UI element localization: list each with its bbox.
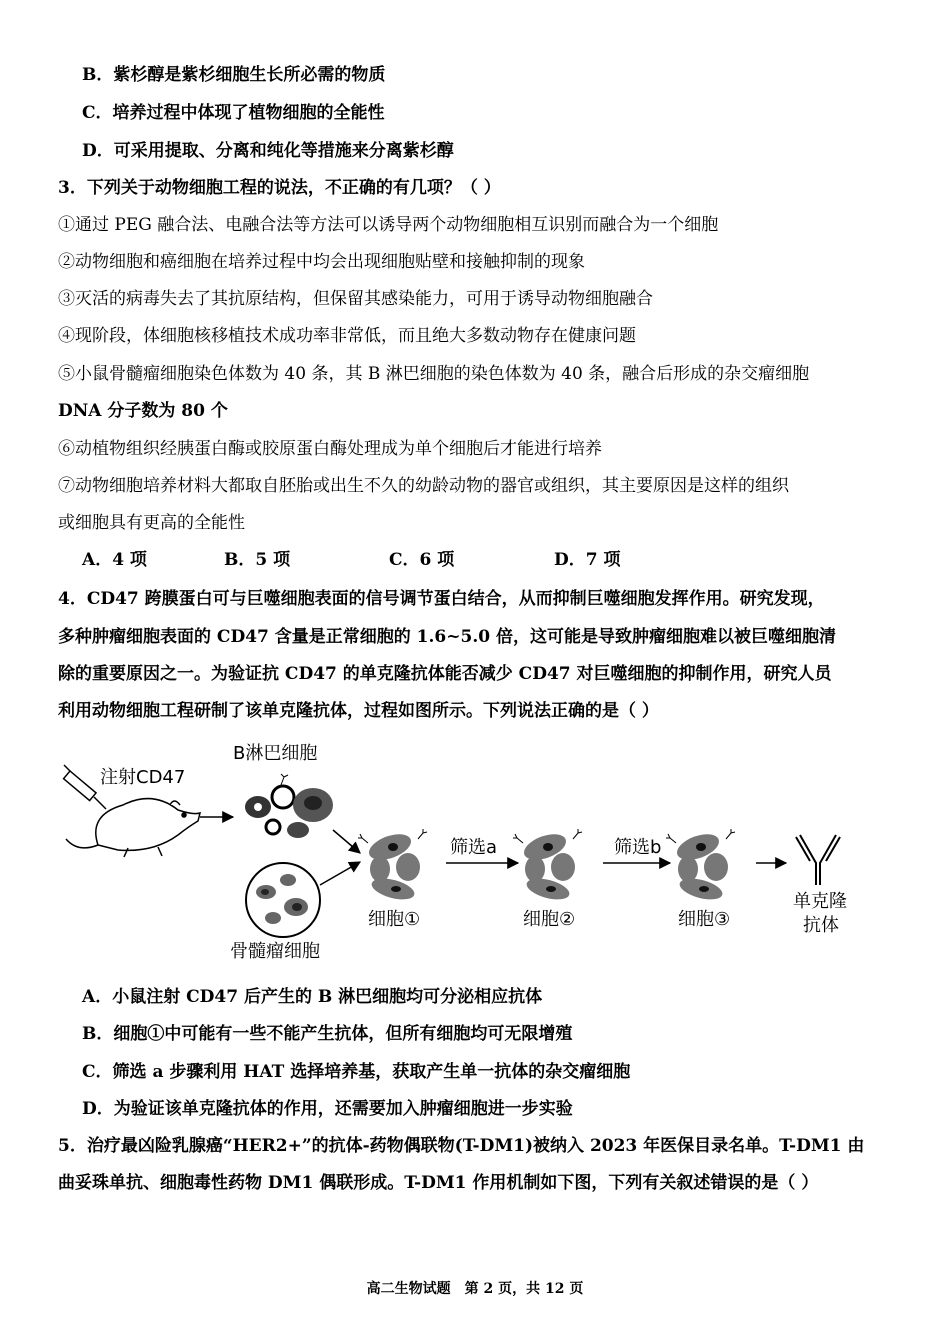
cell-3-label: 细胞③ (678, 909, 731, 930)
mouse-icon (66, 799, 200, 857)
q3-item-5-cont: DNA 分子数为 80 个 (58, 401, 228, 421)
q3-item-2: ②动物细胞和癌细胞在培养过程中均会出现细胞贴壁和接触抑制的现象 (58, 252, 585, 272)
q2-option-d: D．可采用提取、分离和纯化等措施来分离紫杉醇 (82, 141, 454, 161)
q3-item-7: ⑦动物细胞培养材料大都取自胚胎或出生不久的幼龄动物的器官或组织，其主要原因是这样的组织 (58, 476, 789, 496)
hybrid-cells-1-icon (358, 829, 427, 903)
q4-option-b (82, 1021, 910, 1047)
q4-option-c-text: C．筛选 a 步骤利用 HAT 选择培养基，获取产生单一抗体的杂交瘤细胞 (82, 1062, 631, 1082)
hybrid-cells-2-icon (513, 829, 582, 903)
antibody-label-line-1: 单克隆 (793, 891, 847, 912)
antibody-label-line-2: 抗体 (803, 915, 839, 936)
q3-item-6: ⑥动植物组织经胰蛋白酶或胶原蛋白酶处理成为单个细胞后才能进行培养 (58, 439, 602, 459)
q3-stem: 3．下列关于动物细胞工程的说法，不正确的有几项？（ ） (58, 178, 501, 198)
b-cell-label: B淋巴细胞 (233, 743, 318, 764)
q3-item-1: ①通过 PEG 融合法、电融合法等方法可以诱导两个动物细胞相互识别而融合为一个细胞 (58, 215, 719, 235)
q5-stem-line-1: 5．治疗最凶险乳腺癌“HER2+”的抗体-药物偶联物(T-DM1)被纳入 2023 年医保目录名单。T-DM1 由 (58, 1136, 865, 1156)
q3-option-c: C．6 项 (389, 550, 455, 570)
q3-item-5: ⑤小鼠骨髓瘤细胞染色体数为 40 条，其 B 淋巴细胞的染色体数为 40 条，融合后形成的杂交瘤细胞 (58, 364, 810, 384)
q4-option-b-text: B．细胞①中可能有一些不能产生抗体，但所有细胞均可无限增殖 (82, 1024, 573, 1044)
b-lymphocytes-icon (245, 774, 333, 838)
q3-item-4: ④现阶段，体细胞核移植技术成功率非常低，而且绝大多数动物存在健康问题 (58, 326, 636, 346)
inject-label: 注射CD47 (100, 767, 186, 788)
q4-option-d (82, 1096, 910, 1122)
q4-stem-line-2: 多种肿瘤细胞表面的 CD47 含量是正常细胞的 1.6~5.0 倍，这可能是导致肿瘤细胞难以被巨噬细胞清 (58, 627, 836, 647)
cell-1-label: 细胞① (368, 909, 421, 930)
monoclonal-antibody-process-diagram (58, 735, 878, 975)
q3-item-7-cont: 或细胞具有更高的全能性 (58, 513, 245, 533)
myeloma-label: 骨髓瘤细胞 (230, 941, 320, 962)
q3-option-a: A．4 项 (82, 550, 147, 570)
cell-2-label: 细胞② (523, 909, 576, 930)
q3-item-3: ③灭活的病毒失去了其抗原结构，但保留其感染能力，可用于诱导动物细胞融合 (58, 289, 653, 309)
q4-option-a-text: A．小鼠注射 CD47 后产生的 B 淋巴细胞均可分泌相应抗体 (82, 987, 543, 1007)
page-footer: 高二生物试题 第 2 页，共 12 页 (366, 1281, 584, 1297)
q4-option-d-text: D．为验证该单克隆抗体的作用，还需要加入肿瘤细胞进一步实验 (82, 1099, 573, 1119)
q3-option-b: B．5 项 (224, 550, 291, 570)
q3-option-d: D．7 项 (554, 550, 621, 570)
screen-b-label: 筛选b (614, 837, 662, 858)
q4-stem-line-4: 利用动物细胞工程研制了该单克隆抗体，过程如图所示。下列说法正确的是（ ） (58, 701, 659, 721)
q5-stem-line-2: 曲妥珠单抗、细胞毒性药物 DM1 偶联形成。T-DM1 作用机制如下图，下列有关叙述错误的是（ ） (58, 1173, 819, 1193)
myeloma-cells-icon (246, 863, 320, 937)
q2-option-c: C．培养过程中体现了植物细胞的全能性 (82, 103, 385, 123)
screen-a-label: 筛选a (450, 837, 498, 858)
hybrid-cells-3-icon (666, 829, 735, 903)
antibody-icon (796, 835, 840, 885)
q4-stem-line-1: 4．CD47 跨膜蛋白可与巨噬细胞表面的信号调节蛋白结合，从而抑制巨噬细胞发挥作用。研究发现， (58, 589, 825, 609)
q2-option-b: B．紫杉醇是紫杉细胞生长所必需的物质 (82, 65, 386, 85)
q4-option-a (82, 984, 910, 1010)
q4-stem-line-3: 除的重要原因之一。为验证抗 CD47 的单克隆抗体能否减少 CD47 对巨噬细胞的抑制作用，研究人员 (58, 664, 832, 684)
q4-option-c (82, 1059, 910, 1085)
